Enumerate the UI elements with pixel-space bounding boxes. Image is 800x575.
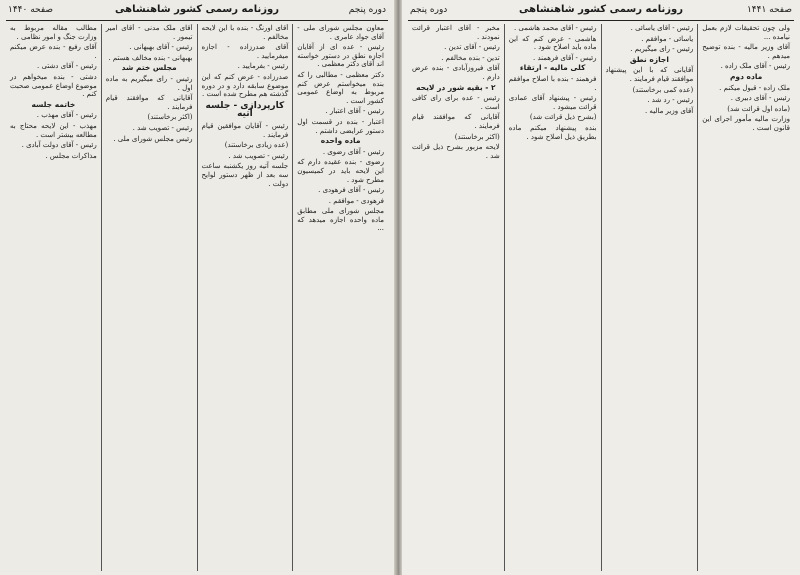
column-paragraph: (عده کمی برخاستند)	[632, 85, 694, 94]
column-paragraph: رئیس - آقای دبیری .	[730, 94, 790, 103]
column-paragraph: رئیس - آقای اعتبار .	[325, 107, 384, 116]
column-subheading: کارپردازی - جلسه آتیه	[205, 100, 285, 120]
column-paragraph: رئیس - آقای فرهمند .	[533, 53, 597, 62]
column-paragraph: آقای فیروزآبادی - بنده عرض دارم .	[412, 64, 500, 81]
column-paragraph: فرهودی - موافقم .	[328, 196, 384, 205]
column-paragraph: رئیس - رای میگیریم .	[630, 45, 694, 54]
column-paragraph: وزارت مالیه مأمور اجرای این قانون است .	[702, 115, 790, 132]
column-subheading: خاتمه جلسه	[31, 99, 76, 109]
column-paragraph: (عده زیادی برخاستند)	[224, 141, 289, 150]
column-paragraph: رئیس - آقای رضوی .	[322, 147, 384, 156]
column-paragraph: دکتر معظمی - مطالبی را که بنده میخواستم عرض کنم مربوط به اوضاع عمومی کشور است .	[297, 70, 384, 105]
column-paragraph: رئیس - بفرمایید .	[237, 62, 289, 71]
column-paragraph: رئیس - پیشنهاد آقای عمادی قرائت میشود .	[508, 94, 597, 111]
column-paragraph: آقای رفیع - بنده عرض میکنم .	[10, 43, 97, 60]
right-column-4	[408, 24, 504, 571]
column-subheading: ۲ - بقیه شور در لایحه	[416, 82, 496, 92]
column-paragraph: (اکثر برخاستند)	[147, 113, 193, 122]
column-paragraph: مهذب - این لایحه محتاج به مطالعه بیشتر است .	[10, 121, 97, 139]
left-column-1	[292, 24, 388, 571]
column-paragraph: رئیس - عده برای رای کافی است .	[412, 94, 500, 111]
page-gutter	[394, 0, 402, 575]
left-issue-label: دوره پنجم	[348, 5, 386, 15]
column-paragraph: رئیس مجلس شورای ملی .	[113, 134, 193, 143]
column-subheading: کلی مالیه - ارتقاء	[519, 63, 586, 73]
column-paragraph: رئیس - آقای فرهودی .	[318, 186, 384, 195]
column-paragraph: (اکثر برخاستند)	[454, 132, 500, 141]
column-paragraph: رئیس - آقای بهبهانی .	[129, 43, 193, 52]
left-page-header	[8, 3, 386, 19]
column-paragraph: جلسه آتیه روز یکشنبه ساعت سه بعد از ظهر دستور لوایح دولت .	[201, 162, 289, 188]
right-column-2	[601, 24, 698, 571]
left-page	[0, 0, 394, 575]
right-header-rule	[408, 20, 794, 21]
column-paragraph: آقای وزیر مالیه - بنده توضیح میدهم .	[702, 43, 790, 60]
right-columns	[408, 24, 794, 571]
column-paragraph: رئیس - رای میگیریم به ماده اول .	[105, 74, 193, 92]
column-paragraph: رئیس - تصویب شد .	[228, 151, 289, 160]
column-paragraph: رئیس - عده ای از آقایان اجازه نطق در دستور خواسته اند آقای دکتر معظمی .	[297, 43, 384, 69]
column-paragraph: رئیس - آقای محمد هاشمی .	[513, 24, 597, 32]
column-paragraph: آقایانی که با این پیشنهاد موافقند قیام فرمایند .	[605, 66, 694, 83]
column-paragraph: رئیس - آقای مهذب .	[36, 111, 97, 120]
column-paragraph: ملک زاده - قبول میکنم .	[719, 83, 790, 92]
column-paragraph: آقایانی که موافقند قیام فرمایند .	[412, 113, 500, 130]
column-paragraph: معاون مجلس شورای ملی - آقای جواد عامری .	[297, 24, 384, 41]
column-paragraph: رضوی - بنده عقیده دارم که این لایحه باید در کمیسیون مطرح شود .	[297, 158, 384, 184]
column-paragraph: بنده پیشنهاد میکنم ماده بطریق ذیل اصلاح شود .	[508, 123, 597, 141]
column-paragraph: بهبهانی - بنده مخالف هستم .	[108, 53, 193, 62]
column-paragraph: آقایانی که موافقند قیام فرمایند .	[105, 94, 193, 111]
column-paragraph: مخبر - آقای اعتبار قرائت نمودند .	[412, 24, 500, 41]
column-paragraph: رئیس - تصویب شد .	[132, 123, 193, 132]
column-paragraph: مجلس شورای ملی مطابق ماده واحده اجازه میدهد که ...	[297, 207, 384, 233]
column-paragraph: رئیس - آقای دولت آبادی .	[21, 141, 97, 150]
column-paragraph: یاسائی - موافقم .	[641, 34, 694, 43]
left-column-3	[101, 24, 197, 571]
right-issue-label: دوره پنجم	[410, 5, 448, 15]
column-paragraph: آقای اورنگ - بنده با این لایحه مخالفم .	[201, 24, 289, 41]
left-columns	[6, 24, 388, 571]
right-page	[402, 0, 800, 575]
column-paragraph: فرهمند - بنده با اصلاح موافقم .	[508, 74, 597, 92]
left-page-title: روزنامه رسمی کشور شاهنشاهی	[115, 4, 279, 15]
column-paragraph: رئیس - آقایان موافقین قیام فرمایند .	[201, 121, 289, 139]
column-paragraph: رئیس - آقای ملک زاده .	[720, 62, 790, 71]
right-page-number: صفحه ۱۴۴۱	[746, 5, 792, 15]
column-paragraph: رئیس - رد شد .	[647, 96, 694, 105]
column-paragraph: مطالب مقاله مربوط به وزارت جنگ و امور نظامی .	[10, 24, 97, 41]
column-paragraph: آقای وزیر مالیه .	[644, 106, 694, 115]
column-paragraph: دشتی - بنده میخواهم در موضوع اوضاع عمومی صحبت کنم .	[10, 72, 97, 99]
column-paragraph: ولی چون تحقیقات لازم بعمل نیامده ...	[702, 24, 790, 41]
right-column-3	[504, 24, 601, 571]
left-column-2	[197, 24, 293, 571]
column-paragraph: مذاکرات مجلس .	[45, 151, 97, 160]
column-paragraph: صدرزاده - عرض کنم که این موضوع سابقه دارد و در دوره گذشته هم مطرح شده است .	[201, 72, 289, 99]
column-subheading: ماده دوم	[729, 71, 763, 81]
column-paragraph: رئیس - آقای یاسائی .	[630, 24, 694, 32]
column-paragraph: (بشرح ذیل قرائت شد)	[529, 113, 597, 122]
column-paragraph: هاشمی - عرض کنم که این ماده باید اصلاح شود .	[508, 34, 597, 52]
column-paragraph: تدین - بنده مخالفم .	[441, 53, 500, 62]
column-subheading: اجازه نطق	[629, 54, 669, 64]
column-paragraph: رئیس - آقای تدین .	[444, 43, 500, 52]
right-page-title: روزنامه رسمی کشور شاهنشاهی	[519, 4, 683, 15]
left-column-4	[6, 24, 101, 571]
column-paragraph: آقای ملک مدنی - آقای امیر تیمور .	[105, 24, 193, 41]
column-paragraph: آقای صدرزاده - اجازه میفرمایید .	[201, 43, 289, 60]
column-paragraph: رئیس - آقای دشتی .	[37, 62, 97, 71]
column-paragraph: اعتبار - بنده در قسمت اول دستور عرایضی داشتم .	[297, 117, 384, 135]
right-page-header	[410, 3, 792, 19]
column-paragraph: (ماده اول قرائت شد)	[727, 104, 790, 113]
left-header-rule	[6, 20, 388, 21]
right-column-1	[697, 24, 794, 571]
column-subheading: مجلس ختم شد	[121, 63, 177, 73]
left-page-number: صفحه ۱۴۴۰	[8, 5, 54, 15]
column-paragraph: لایحه مزبور بشرح ذیل قرائت شد .	[412, 143, 500, 160]
column-subheading: ماده واحده	[320, 136, 361, 146]
